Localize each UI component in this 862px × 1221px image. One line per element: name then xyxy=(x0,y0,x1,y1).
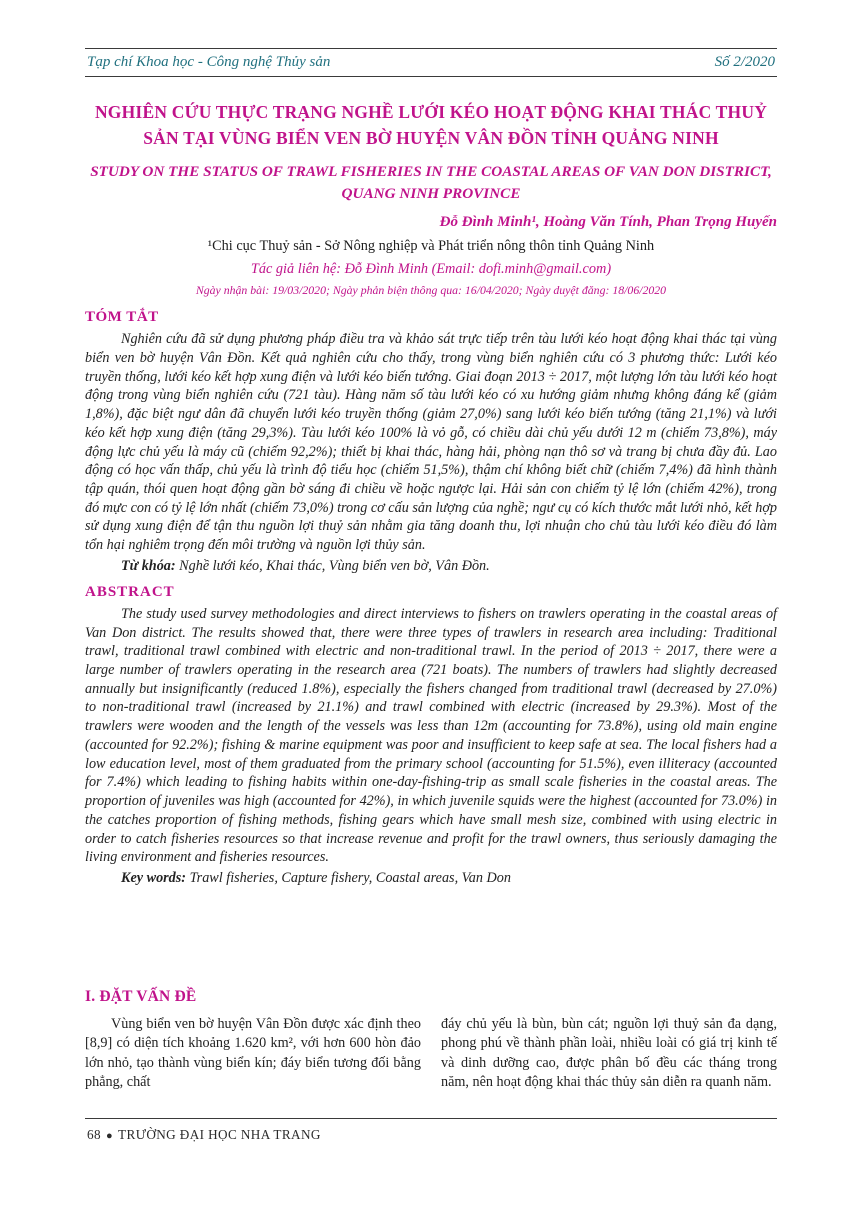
keywords-en-label: Key words: xyxy=(121,870,187,887)
header-rule-bottom xyxy=(85,76,777,77)
abstract-vi-heading: TÓM TẮT xyxy=(85,309,159,326)
introduction-section xyxy=(85,986,777,1093)
article-title-en: STUDY ON THE STATUS OF TRAWL FISHERIES IN THE COASTAL AREAS OF VAN DON DISTRICT, QUANG NINH PROVINCE xyxy=(90,162,772,202)
keywords-vi-text: Nghề lưới kéo, Khai thác, Vùng biển ven bờ, Vân Đồn. xyxy=(175,557,490,574)
dates-line: Ngày nhận bài: 19/03/2020; Ngày phản biện thông qua: 16/04/2020; Ngày duyệt đăng: 18/06/2020 xyxy=(195,282,667,297)
keywords-vi-line xyxy=(85,557,777,577)
journal-name: Tạp chí Khoa học - Công nghệ Thủy sản xyxy=(87,54,331,70)
abstract-en-body: The study used survey methodologies and direct interviews to fishers on trawlers operating in the coastal areas of Van Don district. The results showed that, there were three types of trawlers in research area including: Traditional trawl, traditional trawl combined with electric and non-traditional trawl. In the period of 2013 ÷ 2017, there were a large number of trawlers operating in the research area (721 boats). The numbers of trawlers had slightly decreased annually but insignificantly (reduced 1.8%), especially the fishers changed from traditional trawl (decreased by 27.0%) to non-traditional trawl (increased by 21.1%) and trawl combined with electric (increased by 29.3%). Most of the trawlers were wooden and the length of the vessels was less than 12m (accounting for 73.8%), using old main engine (accounted for 92.2%); fishing & marine equipment was poor and insufficient to keep safe at sea. The local fishers had a low education level, most of them graduated from the primary school (accounting for 51.5%), even illiteracy (accounted for 7.4%) which leading to fishing habits within one-day-fishing-trip as small scale fisheries in the coastal areas. The proportion of juveniles was high (accounted for 42%), in which juvenile squids were the highest (accounted for 73.0%) in the catches proportion of fishing methods, fishing gears which have small mesh size, combined with using electric in order to catch fisheries resources so that increase revenue and profit for the trawl owners, thus seriously damaging the living environment and fisheries resources. xyxy=(85,605,777,866)
introduction-heading: I. ĐẶT VẤN ĐỀ xyxy=(85,988,197,1005)
keywords-en-text: Trawl fisheries, Capture fishery, Coastal areas, Van Don xyxy=(186,870,511,887)
abstract-vi-body: Nghiên cứu đã sử dụng phương pháp điều tra và khảo sát trực tiếp trên tàu lưới kéo hoạt động khai thác tại vùng biển ven bờ huyện Vân Đồn. Kết quả nghiên cứu cho thấy, trong vùng biển nghiên cứu có 3 phương thức: Lưới kéo truyền thống, lưới kéo kết hợp xung điện và lưới kéo biến tướng. Giai đoạn 2013 ÷ 2017, một lượng lớn tàu lưới kéo hoạt động trong vùng biển nghiên cứu (721 tàu). Hàng năm số tàu lưới kéo có xu hướng giảm nhưng không đáng kể (giảm 1,8%), đặc biệt ngư dân đã chuyển lưới kéo truyền thống (giảm 27,0%) sang lưới kéo biến tướng (tăng 21,1%) và lưới kéo kết hợp xung điện (tăng 29,3%). Tàu lưới kéo 100% là vỏ gỗ, có chiều dài chủ yếu dưới 12 m (chiếm 73,8%), máy động lực chủ yếu là máy cũ (chiếm 92,2%); thiết bị khai thác, hàng hải, phòng nạn thô sơ và trang bị chưa đầy đủ. Lao động có học vấn thấp, chủ yếu là trình độ tiểu học (chiếm 51,5%), thậm chí không biết chữ (chiếm 7,4%) đã hình thành tập quán, thói quen hoạt động gần bờ sáng đi chiều về hoặc ngược lại. Hải sản con chiếm tỷ lệ lớn (chiếm 42%), trong đó mực con có tỷ lệ lớn nhất (chiếm 73,0%) trong cơ cấu sản lượng của nghề; ngư cụ có kích thước mắt lưới nhỏ, kết hợp sử dụng xung điện để tận thu nguồn lợi thuỷ sản nhằm gia tăng doanh thu, lợi nhuận cho chủ tàu lưới kéo điều đó làm tổn hại nghiêm trọng đến môi trường và nguồn lợi thủy sản. xyxy=(85,331,777,554)
authors-line: Đỗ Đình Minh¹, Hoàng Văn Tính, Phan Trọng Huyến xyxy=(439,213,777,230)
keywords-vi-label: Từ khóa: xyxy=(121,557,176,574)
affiliation-line: ¹Chi cục Thuỷ sản - Sở Nông nghiệp và Phát triển nông thôn tỉnh Quảng Ninh xyxy=(207,237,655,254)
intro-column-right xyxy=(441,1015,777,1093)
intro-paragraph-left: Vùng biển ven bờ huyện Vân Đồn được xác định theo [8,9] có diện tích khoảng 1.620 km², với hơn 600 hòn đảo lớn nhỏ, tạo thành vùng biển kín; đáy biển tương đối bằng phẳng, chất xyxy=(85,1015,421,1091)
page-number: 68 xyxy=(87,1127,101,1142)
institution-name: TRƯỜNG ĐẠI HỌC NHA TRANG xyxy=(118,1127,321,1142)
footer-text xyxy=(85,1119,777,1143)
keywords-en-line xyxy=(85,869,777,889)
intro-columns xyxy=(85,1015,777,1093)
article-title-vi: NGHIÊN CỨU THỰC TRẠNG NGHỀ LƯỚI KÉO HOẠT ĐỘNG KHAI THÁC THUỶ SẢN TẠI VÙNG BIỂN VEN BỜ HUYỆN VÂN ĐỒN TỈNH QUẢNG NINH xyxy=(94,102,768,149)
footer-bullet: ● xyxy=(106,1130,114,1142)
issue-number: Số 2/2020 xyxy=(714,54,775,70)
journal-header xyxy=(85,48,777,77)
contact-line: Tác giả liên hệ: Đỗ Đình Minh (Email: dofi.minh@gmail.com) xyxy=(250,260,612,277)
page-footer xyxy=(85,1118,777,1143)
article-page xyxy=(85,48,777,889)
intro-paragraph-right: đáy chủ yếu là bùn, bùn cát; nguồn lợi thuỷ sản đa dạng, phong phú về thành phần loài, nhiều loài có giá trị kinh tế và dinh dưỡng cao, được phân bố đều các tháng trong năm, nên hoạt động khai thác thủy sản diễn ra quanh năm. xyxy=(441,1015,777,1091)
abstract-en-heading: ABSTRACT xyxy=(85,583,175,600)
intro-column-left xyxy=(85,1015,421,1093)
